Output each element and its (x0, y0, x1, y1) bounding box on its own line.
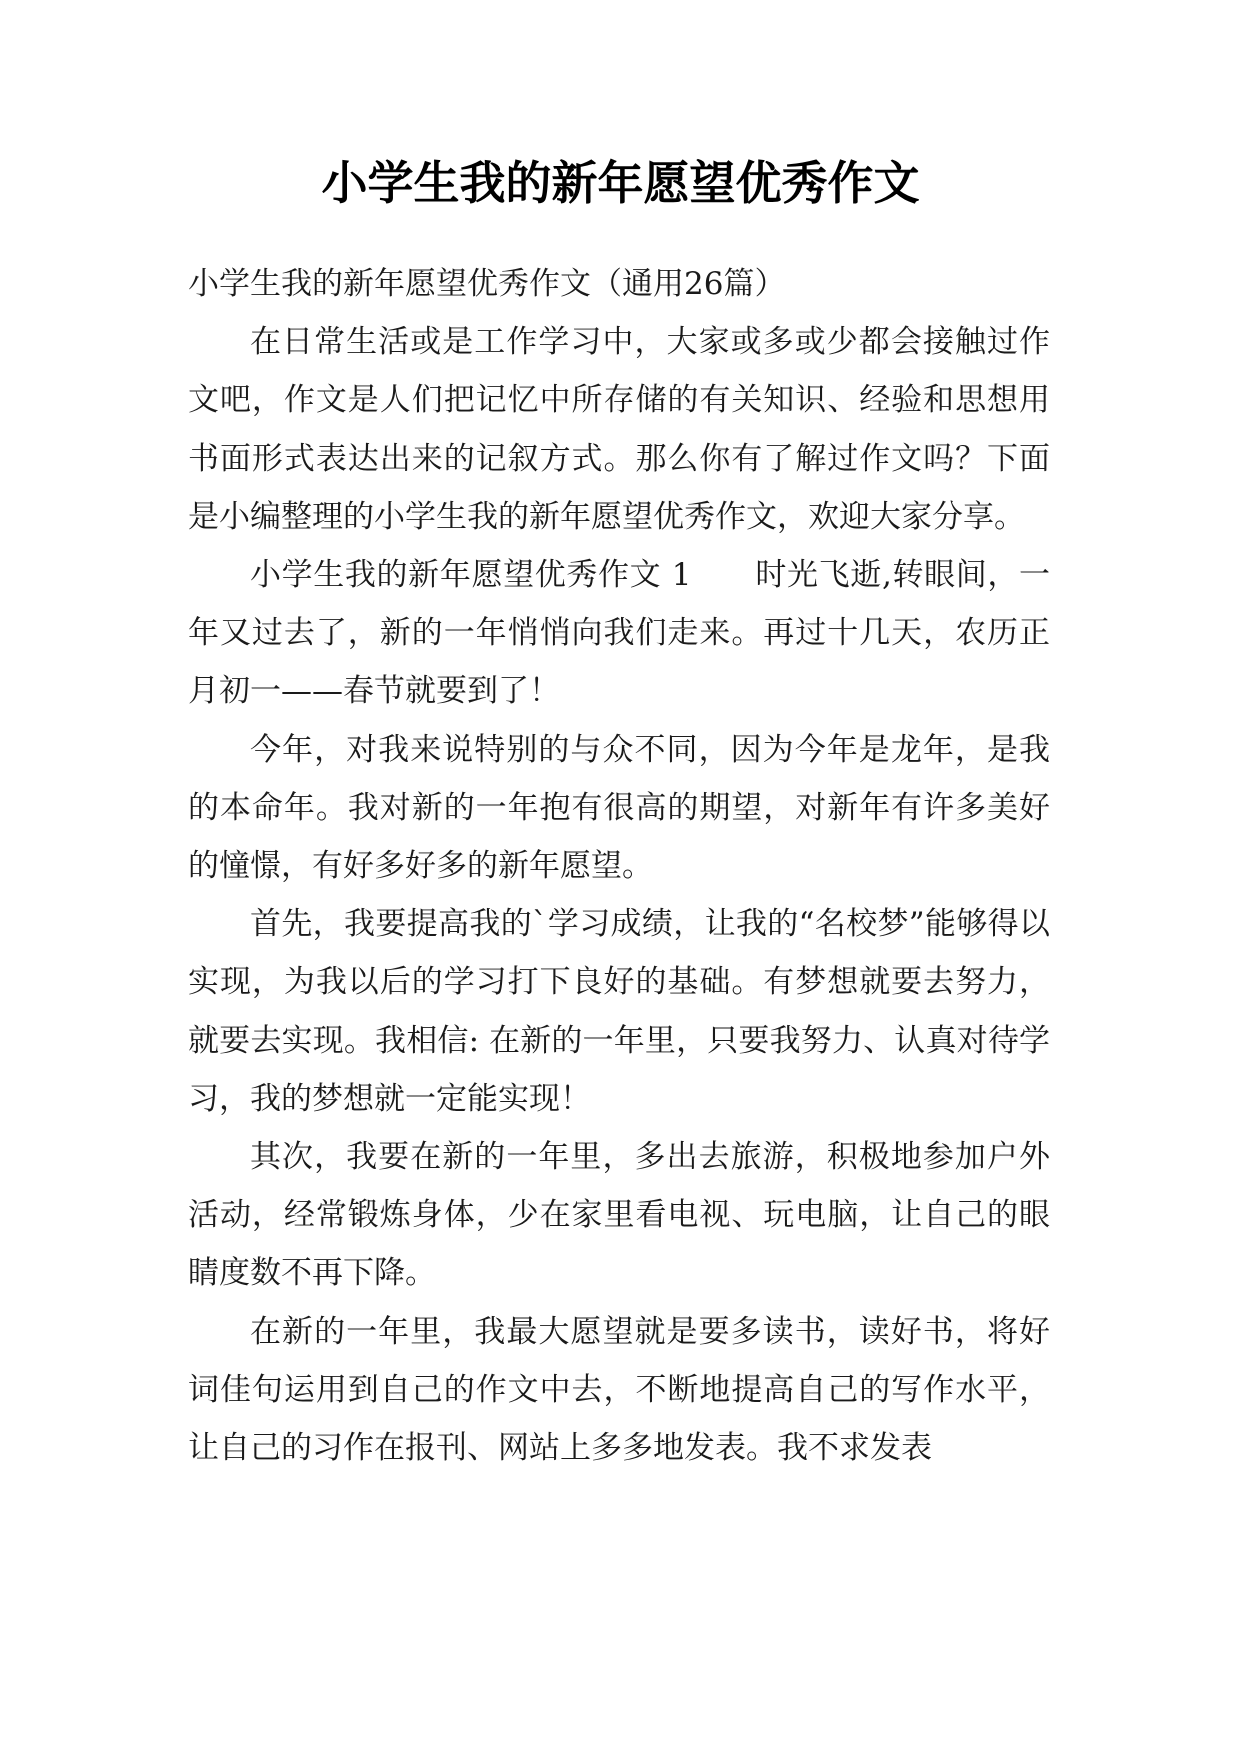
paragraph-zodiac-year: 今年，对我来说特别的与众不同，因为今年是龙年，是我的本命年。我对新的一年抱有很高的期望，对新年有许多美好的憧憬，有好多好多的新年愿望。 (188, 731, 1050, 885)
paragraph-intro: 在日常生活或是工作学习中，大家或多或少都会接触过作文吧，作文是人们把记忆中所存储的有关知识、经验和思想用书面形式表达出来的记叙方式。那么你有了解过作文吗？下面是小编整理的小学生我的新年愿望优秀作文，欢迎大家分享。 (188, 324, 1050, 535)
paragraph-study-goal: 首先，我要提高我的`学习成绩，让我的“名校梦”能够得以实现，为我以后的学习打下良好的基础。有梦想就要去努力，就要去实现。我相信: 在新的一年里，只要我努力、认真对待学习，我的梦想就一定能实现！ (188, 906, 1050, 1117)
document-body (188, 255, 1050, 1477)
document-subtitle: 小学生我的新年愿望优秀作文（通用26篇） (188, 266, 786, 302)
paragraph-essay-1-opening: 小学生我的新年愿望优秀作文 1 时光飞逝,转眼间，一年又过去了，新的一年悄悄向我们走来。再过十几天，农历正月初一——春节就要到了！ (188, 557, 1050, 710)
paragraph-travel-goal: 其次，我要在新的一年里，多出去旅游，积极地参加户外活动，经常锻炼身体，少在家里看电视、玩电脑，让自己的眼睛度数不再下降。 (188, 1139, 1050, 1292)
document-title: 小学生我的新年愿望优秀作文 (321, 156, 920, 210)
paragraph-reading-goal: 在新的一年里，我最大愿望就是要多读书，读好书，将好词佳句运用到自己的作文中去，不断地提高自己的写作水平，让自己的习作在报刊、网站上多多地发表。我不求发表 (188, 1313, 1050, 1467)
